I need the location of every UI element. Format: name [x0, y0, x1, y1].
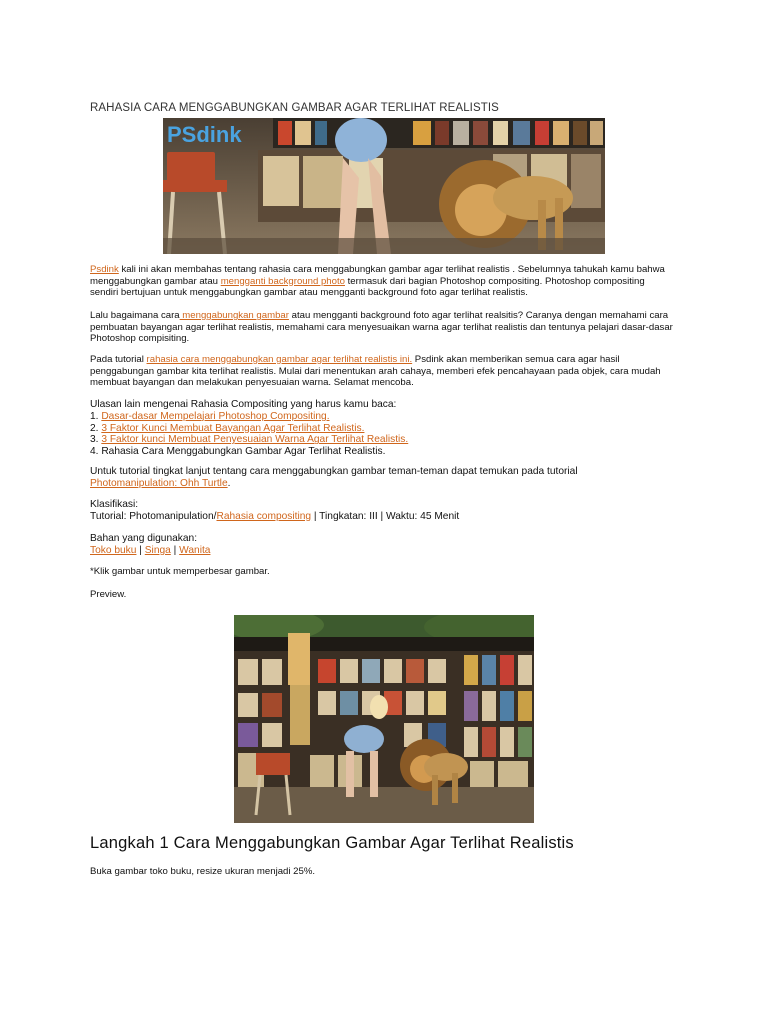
rahasia-compositing-link[interactable]: Rahasia compositing [216, 510, 312, 522]
separator: | [170, 544, 180, 556]
related-list [90, 399, 675, 458]
classification-text-2: | Tingkatan: III | Waktu: 45 Menit [311, 510, 460, 522]
step-1-text: Buka gambar toko buku, resize ukuran menjadi 25%. [90, 866, 316, 877]
paragraph-3 [90, 354, 675, 389]
preview-image[interactable] [234, 615, 534, 823]
list-item-text: Rahasia Cara Menggabungkan Gambar Agar Terlihat Realistis. [101, 446, 386, 458]
list-item-link[interactable]: Dasar-dasar Mempelajari Photoshop Compositing. [101, 410, 330, 422]
materials [90, 533, 675, 557]
background-photo-link[interactable]: mengganti background photo [220, 275, 345, 287]
p2-text-1: Lalu bagaimana cara [90, 310, 180, 321]
page-title: RAHASIA CARA MENGGABUNGKAN GAMBAR AGAR TERLIHAT REALISTIS [90, 102, 499, 114]
toko-buku-link[interactable]: Toko buku [90, 544, 137, 556]
intro-paragraph [90, 264, 675, 299]
hero-image[interactable] [163, 118, 605, 254]
list-item-link[interactable]: 3 Faktor Kunci Membuat Bayangan Agar Terlihat Realistis. [101, 422, 365, 434]
list-item [90, 411, 675, 423]
singa-link[interactable]: Singa [144, 544, 171, 556]
advanced-tutorial-paragraph [90, 466, 665, 490]
list-item-link[interactable]: 3 Faktor kunci Membuat Penyesuaian Warna Agar Terlihat Realistis. [101, 434, 409, 446]
psdink-logo: PSdink [167, 122, 242, 147]
p2-text-2: atau mengganti background foto agar terlihat realsitis? Caranya dengan memahami cara pembuatan bayangan agar terlihat realistis, memahami cara menyesuaikan warna agar terlihat realistis dan tentunya pelajari dasar-dasar Photoshop compisiting. [90, 310, 673, 345]
click-note: *Klik gambar untuk memperbesar gambar. [90, 566, 270, 577]
list-item [90, 446, 675, 458]
p4-text-1: Untuk tutorial tingkat lanjut tentang cara menggabungkan gambar teman-teman dapat temukan pada tutorial [90, 466, 578, 477]
p3-text-2: Psdink akan memberikan semua cara agar hasil penggabungan gambar kita terlihat realistis. Mulai dari menentukan arah cahaya, memberi efek pencahayaan pada objek, cara mudah membuat bayangan dan melakukan penyesuaian warna. Selamat mencoba. [90, 354, 661, 389]
ohh-turtle-link[interactable]: Photomanipulation: Ohh Turtle [90, 477, 228, 489]
list-number: 2. [90, 422, 102, 434]
hero-illustration [163, 118, 605, 254]
list-item [90, 423, 675, 435]
step-1-heading: Langkah 1 Cara Menggabungkan Gambar Agar Terlihat Realistis [90, 834, 574, 852]
preview-illustration [234, 615, 534, 823]
paragraph-2 [90, 310, 675, 345]
menggabungkan-gambar-link[interactable]: menggabungkan gambar [179, 310, 289, 321]
p4-text-2: . [227, 477, 231, 489]
intro-text-2: termasuk dari bagian Photoshop compositing. Photoshop compositing sendiri bertujuan untuk menggabungkan gambar atau mengganti background foto agar terlihat realistis. [90, 275, 645, 299]
list-number: 3. [90, 434, 102, 446]
classification-text-1: Tutorial: Photomanipulation/ [90, 510, 217, 522]
separator: | [136, 544, 145, 556]
list-item [90, 434, 675, 446]
wanita-link[interactable]: Wanita [179, 544, 211, 556]
classification [90, 499, 675, 523]
related-list-intro: Ulasan lain mengenai Rahasia Compositing yang harus kamu baca: [90, 399, 397, 410]
tutorial-link[interactable]: rahasia cara menggabungkan gambar agar terlihat realistis ini. [146, 354, 413, 365]
list-number: 1. [90, 410, 102, 422]
classification-label: Klasifikasi: [90, 499, 139, 510]
intro-text-1: kali ini akan membahas tentang rahasia cara menggabungkan gambar agar terlihat realistis . Sebelumnya tahukah kamu bahwa menggabungkan gambar atau [90, 264, 665, 287]
materials-label: Bahan yang digunakan: [90, 533, 198, 544]
p3-text-1: Pada tutorial [90, 354, 147, 365]
psdink-link[interactable]: Psdink [90, 264, 119, 275]
list-number: 4. [90, 446, 102, 458]
preview-label: Preview. [90, 589, 127, 600]
